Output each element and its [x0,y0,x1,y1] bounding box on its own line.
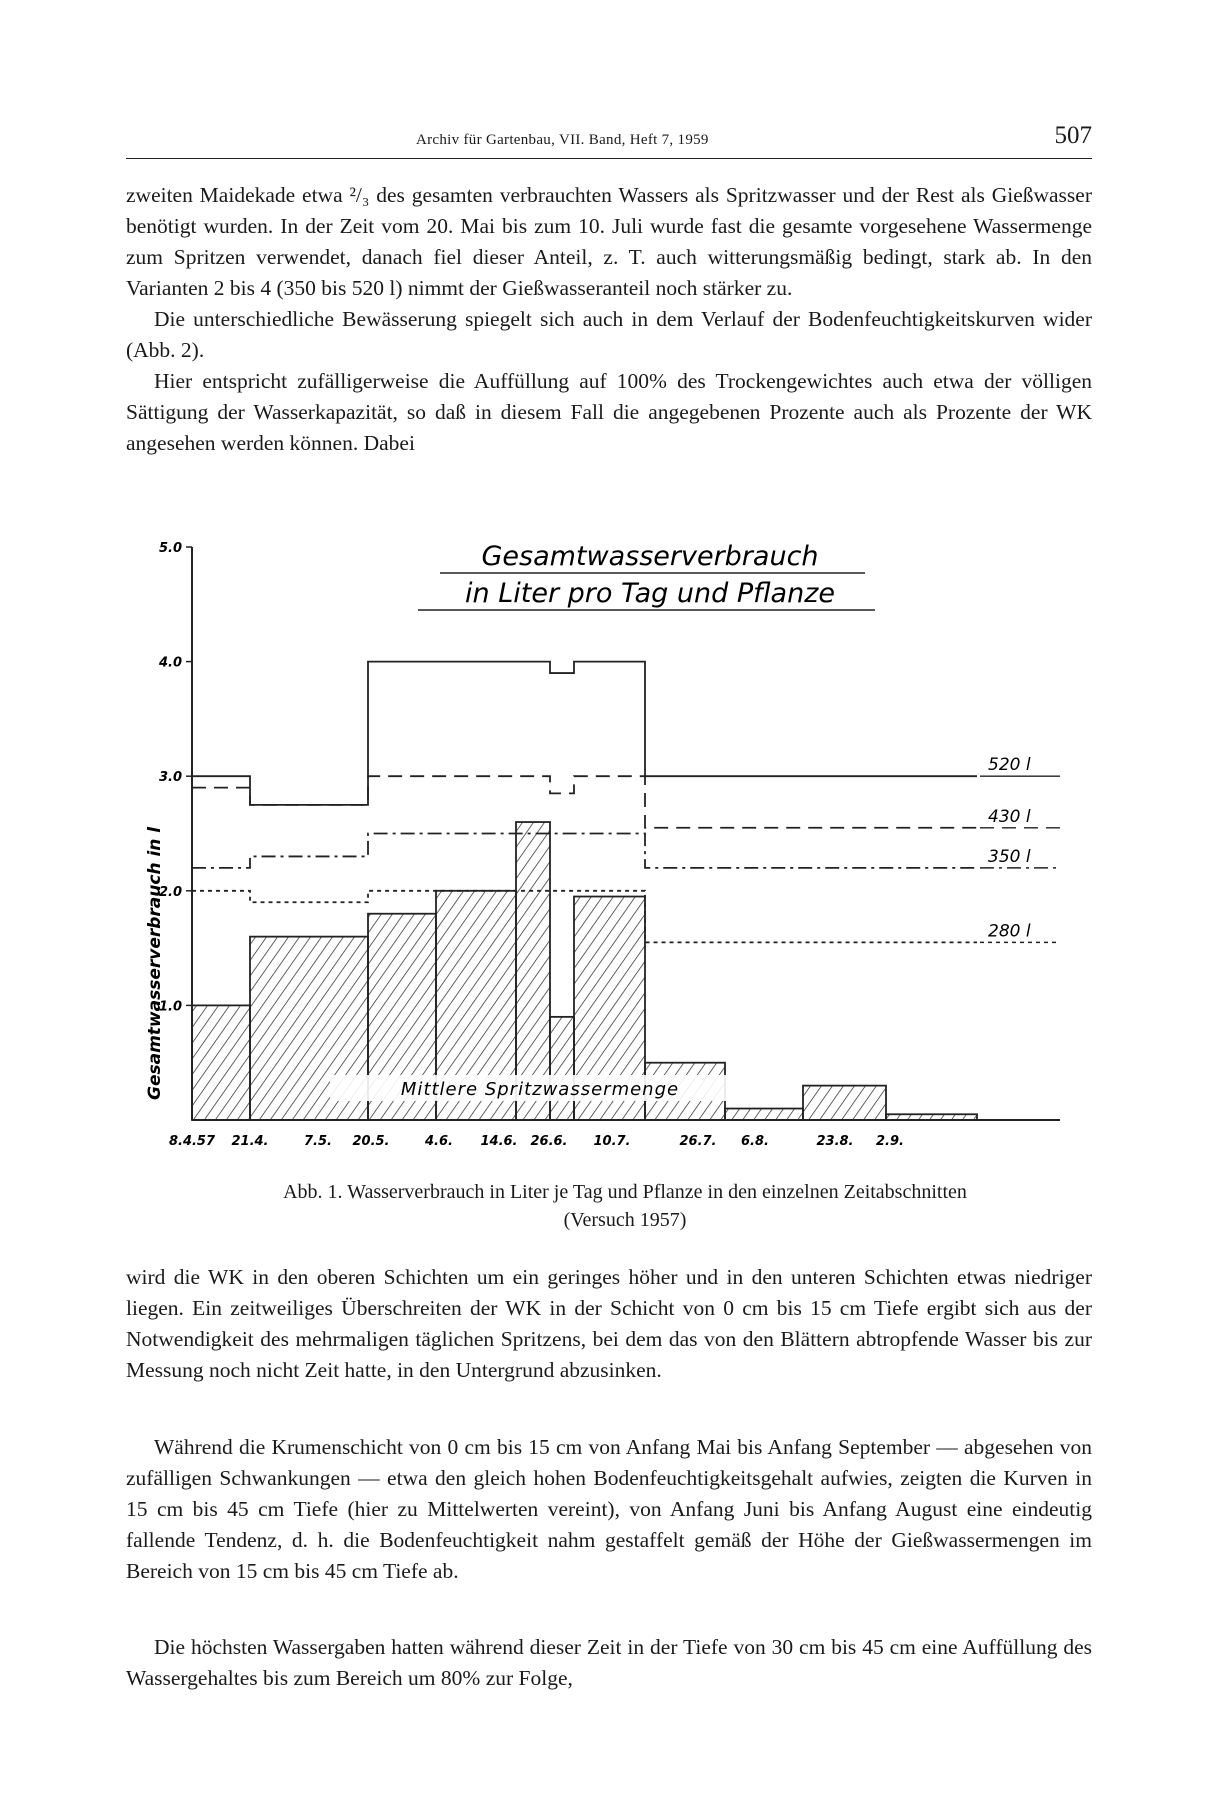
series-line-350-l [192,834,977,868]
caption-line-1: Abb. 1. Wasserverbrauch in Liter je Tag und Pflanze in den einzelnen Zeitabschnitten [283,1181,967,1203]
spritzwasser-bar [550,1017,574,1120]
chart-subtitle: in Liter pro Tag und Pflanze [465,578,835,609]
running-header [126,118,1092,159]
x-tick-label: 26.7. [679,1134,717,1149]
paragraph-bodenfeuchtigkeit: Die unterschiedliche Bewässerung spiegelt sich auch in dem Verlauf der Bodenfeuchtigkeitskurven wider (Abb. 2). [126,307,1092,362]
series-line-430-l [192,776,977,828]
chart-svg [130,535,1090,1175]
figure-caption [160,1178,1090,1234]
spritzwasser-bar [803,1086,886,1120]
page-number: 507 [1054,122,1092,149]
y-tick-label: 1.0 [158,999,182,1015]
spritzwasser-bar [725,1109,803,1120]
x-tick-label: 6.8. [741,1134,769,1149]
chart-title: Gesamtwasserverbrauch [481,541,819,572]
hatched-series-label: Mittlere Spritzwassermenge [400,1079,680,1100]
y-axis-title: Gesamtwasserverbrauch in l [145,826,165,1100]
paragraph-wassergaben: Die höchsten Wassergaben hatten während dieser Zeit in der Tiefe von 30 cm bis 45 cm eine Auffüllung des Wassergehaltes bis zum Bereich um 80% zur Folge, [126,1635,1092,1690]
x-tick-label: 7.5. [304,1134,332,1149]
x-tick-label: 23.8. [816,1134,854,1149]
running-title: Archiv für Gartenbau, VII. Band, Heft 7, 1959 [416,132,709,148]
paragraph-continuation: zweiten Maidekade etwa ²/₃ des gesamten verbrauchten Wassers als Spritzwasser und der Rest als Gießwasser benötigt wurden. In der Zeit vom 20. Mai bis zum 10. Juli wurde fast die gesamte vorgesehene Wassermenge zum Spritzen verwendet, danach fiel dieser Anteil, z. T. auch witterungsmäßig bedingt, stark ab. In den Varianten 2 bis 4 (350 bis 520 l) nimmt der Gießwasseranteil noch stärker zu. [126,183,1092,300]
x-tick-label: 20.5. [352,1134,390,1149]
y-tick-label: 2.0 [158,884,182,900]
x-tick-label: 10.7. [593,1134,631,1149]
paragraph-krumenschicht: Während die Krumenschicht von 0 cm bis 15 cm von Anfang Mai bis Anfang September — abgesehen von zufälligen Schwankungen — etwa den gleich hohen Bodenfeuchtigkeitsgehalt aufwies, zeigten die Kurven in 15 cm bis 45 cm Tiefe (hier zu Mittelwerten vereint), von Anfang Juni bis Anfang August eine eindeutig fallende Tendenz, d. h. die Bodenfeuchtigkeit nahm gestaffelt gemäß der Höhe der Gießwassermengen im Bereich von 15 cm bis 45 cm Tiefe ab. [126,1435,1092,1583]
x-tick-label: 21.4. [231,1134,269,1149]
x-tick-label: 26.6. [530,1134,568,1149]
x-tick-label: 4.6. [425,1134,453,1149]
x-tick-label: 14.6. [480,1134,518,1149]
x-tick-label: 2.9. [876,1134,904,1149]
spritzwasser-bar [192,1005,250,1120]
caption-line-2: (Versuch 1957) [563,1209,687,1231]
series-label: 430 l [988,806,1031,827]
y-tick-label: 5.0 [158,541,182,556]
figure-chart [130,535,1090,1170]
y-tick-label: 3.0 [158,770,182,786]
paragraph-auffuellung: Hier entspricht zufälligerweise die Auffüllung auf 100% des Trockengewichtes auch etwa der völligen Sättigung der Wasserkapazität, so daß in diesem Fall die angegebenen Prozente auch als Prozente der WK angesehen werden können. Dabei [126,369,1092,455]
paragraph-wk: wird die WK in den oberen Schichten um ein geringes höher und in den unteren Schichten etwas niedriger liegen. Ein zeitweiliges Überschreiten der WK in der Schicht von 0 cm bis 15 cm Tiefe ergibt sich aus der Notwendigkeit des mehrmaligen täglichen Spritzens, bei dem das von den Blättern abtropfende Wasser bis zur Messung noch nicht Zeit hatte, in den Untergrund abzusinken. [126,1265,1092,1382]
x-tick-label: 8.4.57 [168,1134,216,1149]
series-label: 520 l [988,755,1031,776]
series-label: 280 l [988,921,1031,942]
paragraph-block-1 [126,180,1092,459]
series-label: 350 l [988,846,1031,867]
series-line-520-l [192,662,977,805]
y-tick-label: 4.0 [158,655,182,671]
spritzwasser-bar [886,1114,977,1120]
